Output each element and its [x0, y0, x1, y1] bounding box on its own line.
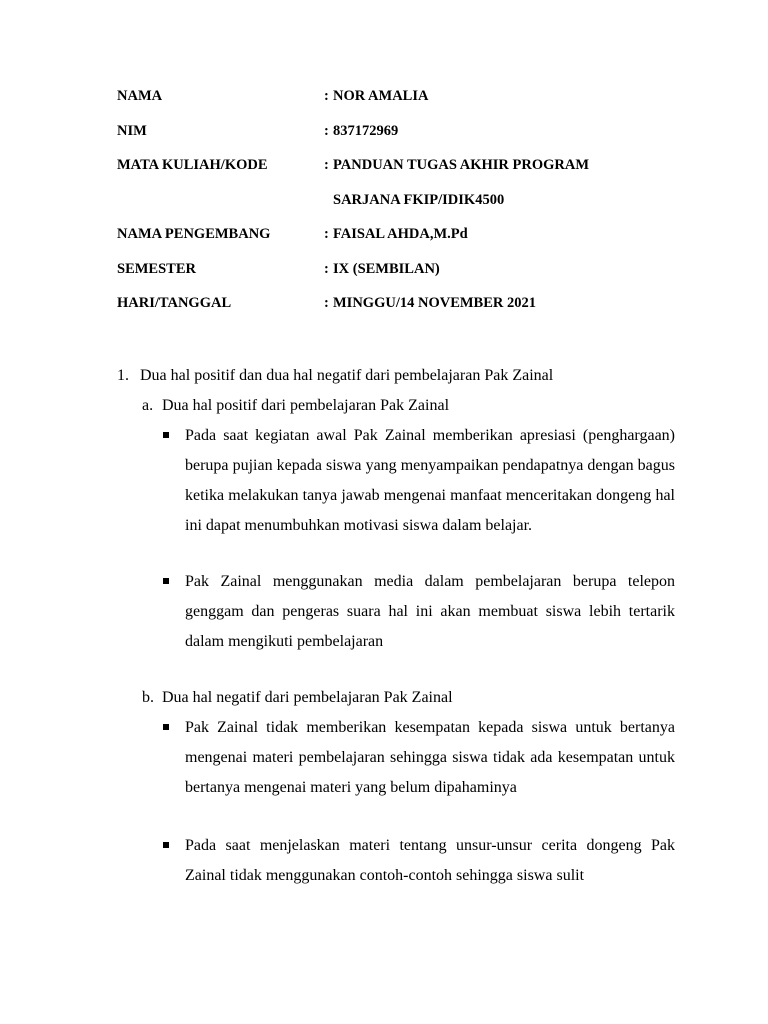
header-row-semester: [117, 259, 677, 294]
bullet-text: Pada saat menjelaskan materi tentang unsur-unsur cerita dongeng Pak Zainal tidak menggunakan contoh-contoh sehingga siswa sulit: [185, 837, 675, 884]
section-letter: b.: [142, 689, 154, 706]
bullet-text: Pada saat kegiatan awal Pak Zainal memberikan apresiasi (penghargaan) berupa pujian kepada siswa yang menyampaikan pendapatnya dengan bagus ketika melakukan tanya jawab mengenai manfaat menceritakan dongeng hal ini dapat menumbuhkan motivasi siswa dalam belajar.: [185, 427, 675, 534]
header-value: NOR AMALIA: [333, 88, 429, 104]
header-value: FAISAL AHDA,M.Pd: [333, 226, 468, 242]
square-bullet-icon: [163, 724, 169, 730]
header-row-pengembang: [117, 224, 677, 259]
square-bullet-icon: [163, 432, 169, 438]
header-row-mata-kuliah-cont: [117, 190, 677, 225]
header-separator: :: [324, 295, 329, 311]
header-label: NAMA: [117, 88, 163, 104]
header-row-mata-kuliah: [117, 155, 677, 190]
header-label: HARI/TANGGAL: [117, 295, 232, 311]
header-separator: :: [324, 260, 329, 277]
header-value: 837172969: [333, 122, 399, 139]
header-label: NAMA PENGEMBANG: [117, 226, 271, 242]
header-row-hari-tanggal: [117, 293, 677, 328]
header-separator: :: [324, 88, 329, 104]
header-label: SEMESTER: [117, 260, 196, 277]
bullet-text: Pak Zainal tidak memberikan kesempatan kepada siswa untuk bertanya mengenai materi pembelajaran sehingga siswa tidak ada kesempatan untuk bertanya mengenai materi yang belum dipahaminya: [185, 719, 675, 796]
square-bullet-icon: [163, 578, 169, 584]
header-separator: :: [324, 122, 329, 139]
question-text: Dua hal positif dan dua hal negatif dari pembelajaran Pak Zainal: [140, 367, 554, 384]
section-title: Dua hal positif dari pembelajaran Pak Zainal: [162, 397, 450, 414]
bullet-text: Pak Zainal menggunakan media dalam pembelajaran berupa telepon genggam dan pengeras suara hal ini akan membuat siswa lebih tertarik dalam mengikuti pembelajaran: [185, 573, 675, 650]
header-separator: :: [324, 226, 329, 242]
header-label: NIM: [117, 122, 147, 139]
section-letter: a.: [142, 397, 154, 414]
header-label: MATA KULIAH/KODE: [117, 157, 268, 173]
question-number: 1.: [117, 367, 129, 384]
square-bullet-icon: [163, 842, 169, 848]
header-value: IX (SEMBILAN): [333, 260, 440, 277]
header-row-nim: [117, 121, 677, 156]
header-row-nama: [117, 86, 677, 121]
header-value: PANDUAN TUGAS AKHIR PROGRAM: [333, 157, 590, 173]
header-value: SARJANA FKIP/IDIK4500: [333, 191, 505, 208]
identity-header: [117, 86, 677, 328]
header-separator: :: [324, 157, 329, 173]
header-value: MINGGU/14 NOVEMBER 2021: [333, 295, 536, 311]
section-title: Dua hal negatif dari pembelajaran Pak Zainal: [162, 689, 453, 706]
